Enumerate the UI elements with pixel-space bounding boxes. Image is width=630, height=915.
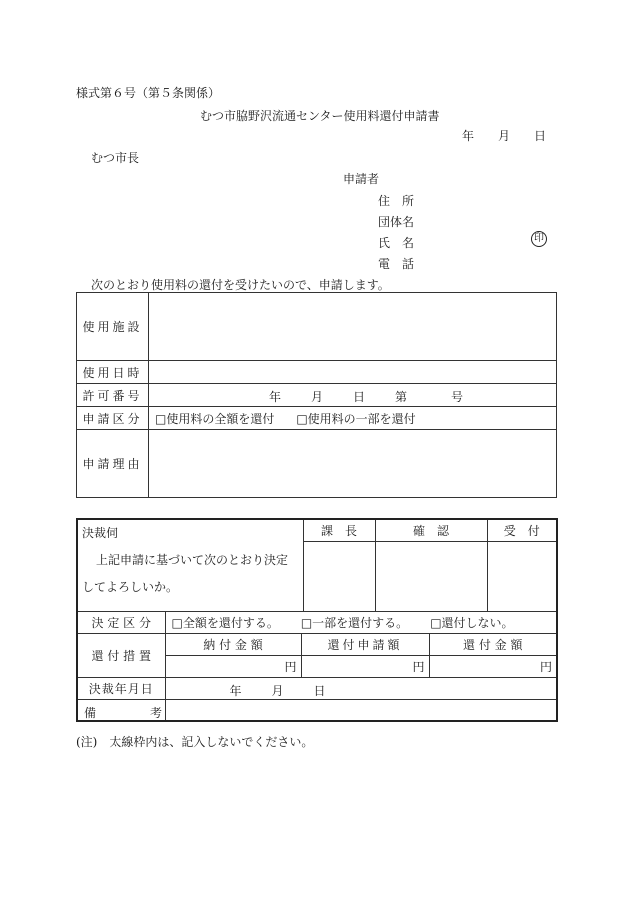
- permit-no-field[interactable]: [149, 384, 557, 407]
- remarks-label-b: 考: [150, 705, 163, 720]
- permit-dai-label: 第: [395, 390, 408, 404]
- datetime-field[interactable]: [149, 361, 557, 384]
- decision-month-label: 月: [271, 683, 284, 698]
- facility-field[interactable]: [149, 293, 557, 361]
- requested-amount-field[interactable]: [301, 655, 429, 677]
- date-month-label: 月: [498, 129, 511, 143]
- remarks-label-a: 備: [84, 705, 97, 720]
- permit-no-label: 許可番号: [77, 384, 149, 407]
- facility-label: 使用施設: [77, 293, 149, 361]
- reason-label: 申請理由: [77, 430, 149, 498]
- decision-year-label: 年: [229, 683, 242, 698]
- applicant-heading: 申請者: [343, 172, 380, 186]
- addressee: むつ市長: [91, 151, 140, 165]
- decision-request-cell: [77, 519, 303, 611]
- refund-yen: 円: [540, 659, 553, 674]
- applicant-name-label: 氏 名: [378, 236, 415, 250]
- receipt-label: 受 付: [487, 519, 557, 541]
- option-partial-refund[interactable]: □一部を還付する。: [300, 615, 409, 630]
- permit-year-label: 年: [269, 390, 282, 404]
- chief-label: 課 長: [303, 519, 375, 541]
- paid-amount-label: 納 付 金 額: [165, 633, 301, 655]
- receipt-seal-box[interactable]: [487, 541, 557, 611]
- datetime-label: 使用日時: [77, 361, 149, 384]
- footnote: (注) 太線枠内は、記入しないでください。: [76, 735, 314, 749]
- form-number: 様式第６号（第５条関係）: [76, 86, 221, 100]
- decision-type-options: [165, 611, 557, 633]
- category-option-partial[interactable]: □使用料の一部を還付: [296, 411, 416, 426]
- intro-text: 次のとおり使用料の還付を受けたいので、申請します。: [91, 278, 390, 292]
- confirm-seal-box[interactable]: [375, 541, 487, 611]
- decision-body-line2: してよろしいか。: [82, 580, 179, 594]
- requested-yen: 円: [412, 659, 425, 674]
- decision-body-line1: 上記申請に基づいて次のとおり決定: [96, 553, 289, 567]
- category-option-full[interactable]: □使用料の全額を還付: [155, 411, 275, 426]
- form-title: むつ市脇野沢流通センター使用料還付申請書: [200, 109, 440, 123]
- requested-amount-label: 還付申請額: [301, 633, 429, 655]
- decision-heading: 決裁伺: [82, 526, 119, 540]
- paid-yen: 円: [284, 659, 297, 674]
- paid-amount-field[interactable]: [165, 655, 301, 677]
- refund-amount-label: 還 付 金 額: [429, 633, 557, 655]
- refund-amount-field[interactable]: [429, 655, 557, 677]
- refund-measure-label: 還 付 措 置: [77, 633, 165, 677]
- permit-day-label: 日: [353, 390, 366, 404]
- remarks-field[interactable]: [165, 699, 557, 721]
- category-options: [149, 407, 557, 430]
- permit-go-label: 号: [451, 390, 464, 404]
- decision-table: [76, 518, 558, 722]
- option-no-refund[interactable]: □還付しない。: [430, 615, 514, 630]
- applicant-phone-label: 電 話: [378, 257, 415, 271]
- confirm-label: 確 認: [375, 519, 487, 541]
- applicant-organization-label: 団体名: [378, 215, 415, 229]
- applicant-address-label: 住 所: [378, 194, 415, 208]
- decision-date-field[interactable]: [165, 677, 557, 699]
- application-table: [76, 292, 557, 498]
- remarks-label: [77, 699, 165, 721]
- option-full-refund[interactable]: □全額を還付する。: [171, 615, 279, 630]
- category-label: 申請区分: [77, 407, 149, 430]
- reason-field[interactable]: [149, 430, 557, 498]
- decision-day-label: 日: [313, 683, 326, 698]
- seal-mark: 印: [531, 231, 547, 247]
- decision-date-label: 決裁年月日: [77, 677, 165, 699]
- date-year-label: 年: [462, 129, 475, 143]
- chief-seal-box[interactable]: [303, 541, 375, 611]
- permit-month-label: 月: [311, 390, 324, 404]
- date-day-label: 日: [534, 129, 547, 143]
- decision-type-label: 決 定 区 分: [77, 611, 165, 633]
